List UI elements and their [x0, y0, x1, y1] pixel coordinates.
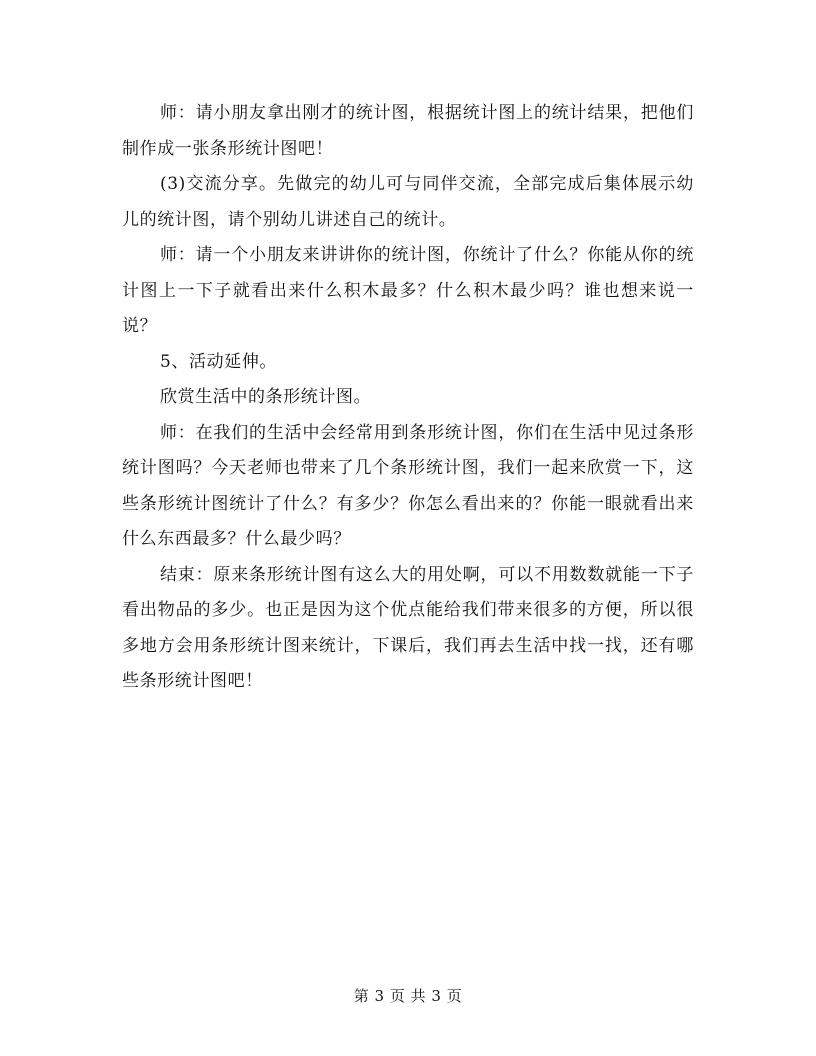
paragraph-appreciate: 欣赏生活中的条形统计图。	[160, 387, 372, 407]
paragraph-share: (3)交流分享。先做完的幼儿可与同伴交流，全部完成后集体展示幼儿的统计图，请个别幼儿讲述自己的统计。	[122, 174, 694, 230]
paragraph-conclusion: 结束：原来条形统计图有这么大的用处啊，可以不用数数就能一下子看出物品的多少。也正是因为这个优点能给我们带来很多的方便，所以很多地方会用条形统计图来统计，下课后，我们再去生活中找一找，还有哪些条形统计图吧！	[122, 564, 694, 691]
paragraph-teacher-life: 师：在我们的生活中会经常用到条形统计图，你们在生活中见过条形统计图吗？今天老师也带来了几个条形统计图，我们一起来欣赏一下，这些条形统计图统计了什么？有多少？你怎么看出来的？你能一眼就看出来什么东西最多？什么最少吗？	[122, 422, 694, 549]
document-body	[122, 96, 694, 700]
paragraph-teacher-instruction: 师：请小朋友拿出刚才的统计图，根据统计图上的统计结果，把他们制作成一张条形统计图吧！	[122, 103, 694, 159]
paragraph-teacher-question: 师：请一个小朋友来讲讲你的统计图，你统计了什么？你能从你的统计图上一下子就看出来什么积木最多？什么积木最少吗？谁也想来说一说？	[122, 245, 694, 336]
paragraph-section-heading: 5、活动延伸。	[160, 351, 278, 372]
page-footer: 第 3 页 共 3 页	[353, 987, 463, 1005]
